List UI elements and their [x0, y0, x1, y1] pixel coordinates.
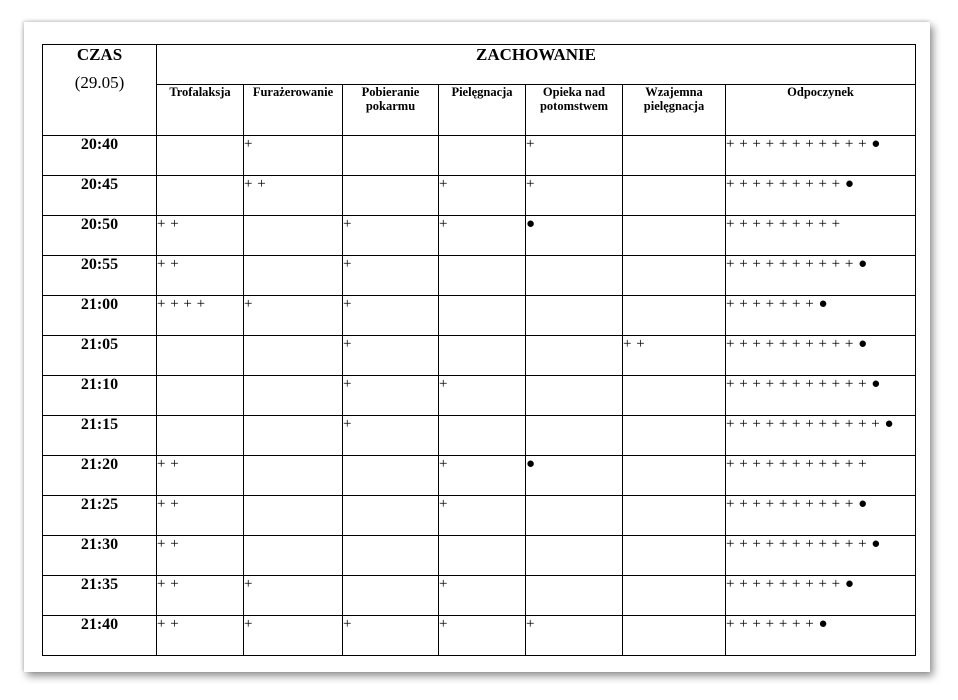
- observation-cell: [439, 296, 526, 336]
- observation-cell: + + + + + + + + + + + ●: [726, 136, 916, 176]
- time-cell: 21:20: [43, 456, 157, 496]
- observation-cell: [157, 136, 244, 176]
- observation-cell: [244, 536, 343, 576]
- observation-cell: +: [343, 616, 439, 656]
- table-row: [43, 416, 916, 456]
- observation-cell: [343, 536, 439, 576]
- observation-cell: [526, 336, 623, 376]
- observation-cell: +: [343, 416, 439, 456]
- observation-cell: [244, 256, 343, 296]
- observation-cell: [439, 136, 526, 176]
- time-cell: 21:00: [43, 296, 157, 336]
- observation-cell: [439, 256, 526, 296]
- time-header-date: (29.05): [74, 73, 125, 92]
- table-row: [43, 536, 916, 576]
- observation-cell: +: [343, 216, 439, 256]
- behaviour-header: ZACHOWANIE: [157, 45, 916, 85]
- table-row: [43, 216, 916, 256]
- observation-cell: [526, 296, 623, 336]
- header-row-top: [43, 45, 916, 85]
- observation-cell: [343, 176, 439, 216]
- observation-cell: + +: [157, 536, 244, 576]
- table-row: [43, 336, 916, 376]
- observation-cell: [439, 416, 526, 456]
- observation-cell: [526, 496, 623, 536]
- observation-cell: [244, 216, 343, 256]
- observation-cell: + + + + + + + + + + ●: [726, 496, 916, 536]
- column-header-pielegnacja: Pielęgnacja: [439, 85, 526, 136]
- observation-cell: + + + + + + + + + + ●: [726, 336, 916, 376]
- time-cell: 20:50: [43, 216, 157, 256]
- observation-cell: [343, 456, 439, 496]
- table-row: [43, 136, 916, 176]
- observation-cell: + +: [157, 456, 244, 496]
- observation-cell: +: [526, 616, 623, 656]
- observation-cell: +: [439, 176, 526, 216]
- table-body: [43, 136, 916, 656]
- observation-cell: [526, 536, 623, 576]
- column-header-pobieranie-pokarmu: Pobieranie pokarmu: [343, 85, 439, 136]
- observation-cell: [526, 416, 623, 456]
- observation-cell: [244, 376, 343, 416]
- observation-cell: [244, 416, 343, 456]
- observation-cell: [439, 536, 526, 576]
- time-cell: 20:55: [43, 256, 157, 296]
- observation-cell: +: [439, 376, 526, 416]
- observation-cell: [623, 536, 726, 576]
- time-cell: 21:15: [43, 416, 157, 456]
- time-header-title: CZAS: [76, 45, 123, 64]
- observation-cell: [623, 496, 726, 536]
- observation-cell: [244, 456, 343, 496]
- observation-cell: + +: [244, 176, 343, 216]
- column-header-wzajemna-pielegnacja: Wzajemna pielęgnacja: [623, 85, 726, 136]
- observation-cell: + + + + + + + + + + + ●: [726, 376, 916, 416]
- observation-cell: [526, 376, 623, 416]
- observation-cell: + + + + + + + + + + + ●: [726, 536, 916, 576]
- header-row-columns: [43, 85, 916, 136]
- time-cell: 21:40: [43, 616, 157, 656]
- observation-cell: [157, 176, 244, 216]
- observation-cell: + + + +: [157, 296, 244, 336]
- observation-cell: [157, 336, 244, 376]
- observation-cell: +: [343, 336, 439, 376]
- observation-cell: +: [343, 376, 439, 416]
- column-header-odpoczynek: Odpoczynek: [726, 85, 916, 136]
- observation-cell: [623, 576, 726, 616]
- observation-cell: [623, 456, 726, 496]
- column-header-trofalaksja: Trofalaksja: [157, 85, 244, 136]
- time-cell: 21:30: [43, 536, 157, 576]
- time-cell: 21:05: [43, 336, 157, 376]
- observation-cell: +: [244, 616, 343, 656]
- observation-cell: +: [244, 576, 343, 616]
- observation-cell: +: [244, 296, 343, 336]
- observation-cell: [157, 416, 244, 456]
- observation-cell: [244, 496, 343, 536]
- observation-cell: + +: [157, 216, 244, 256]
- column-header-furazerowanie: Furażerowanie: [244, 85, 343, 136]
- table-row: [43, 376, 916, 416]
- observation-cell: + +: [157, 256, 244, 296]
- observation-cell: + + + + + + + ●: [726, 296, 916, 336]
- observation-cell: +: [244, 136, 343, 176]
- observation-cell: + + + + + + + + +: [726, 216, 916, 256]
- observation-cell: +: [439, 616, 526, 656]
- observation-cell: [623, 416, 726, 456]
- observation-cell: + + + + + + + ●: [726, 616, 916, 656]
- table-row: [43, 456, 916, 496]
- table-row: [43, 616, 916, 656]
- observation-cell: + + + + + + + + + + ●: [726, 256, 916, 296]
- observation-cell: + + + + + + + + + + + + ●: [726, 416, 916, 456]
- table-row: [43, 496, 916, 536]
- time-cell: 20:45: [43, 176, 157, 216]
- observation-cell: [157, 376, 244, 416]
- table-row: [43, 296, 916, 336]
- time-header: [43, 45, 157, 136]
- observation-cell: [623, 216, 726, 256]
- observation-cell: +: [439, 456, 526, 496]
- observation-cell: [623, 136, 726, 176]
- behaviour-table: [42, 44, 916, 656]
- observation-cell: +: [526, 176, 623, 216]
- observation-cell: +: [343, 296, 439, 336]
- table-row: [43, 576, 916, 616]
- time-cell: 21:25: [43, 496, 157, 536]
- observation-cell: + +: [623, 336, 726, 376]
- observation-cell: [623, 376, 726, 416]
- observation-cell: [244, 336, 343, 376]
- document-page: [24, 22, 930, 672]
- observation-cell: ●: [526, 456, 623, 496]
- observation-cell: + + + + + + + + + ●: [726, 576, 916, 616]
- observation-cell: + +: [157, 496, 244, 536]
- observation-cell: [526, 576, 623, 616]
- observation-cell: [623, 256, 726, 296]
- observation-cell: + +: [157, 616, 244, 656]
- observation-cell: + + + + + + + + + ●: [726, 176, 916, 216]
- observation-cell: [526, 256, 623, 296]
- observation-cell: [343, 136, 439, 176]
- time-cell: 21:35: [43, 576, 157, 616]
- observation-cell: [343, 576, 439, 616]
- table-row: [43, 176, 916, 216]
- observation-cell: [343, 496, 439, 536]
- observation-cell: + + + + + + + + + + +: [726, 456, 916, 496]
- observation-cell: +: [439, 496, 526, 536]
- observation-cell: +: [439, 576, 526, 616]
- table-row: [43, 256, 916, 296]
- observation-cell: [623, 616, 726, 656]
- observation-cell: +: [526, 136, 623, 176]
- observation-cell: [439, 336, 526, 376]
- observation-cell: [623, 176, 726, 216]
- time-cell: 21:10: [43, 376, 157, 416]
- observation-cell: + +: [157, 576, 244, 616]
- observation-cell: [623, 296, 726, 336]
- time-cell: 20:40: [43, 136, 157, 176]
- observation-cell: ●: [526, 216, 623, 256]
- column-header-opieka-nad-potomstwem: Opieka nad potomstwem: [526, 85, 623, 136]
- observation-cell: +: [439, 216, 526, 256]
- observation-cell: +: [343, 256, 439, 296]
